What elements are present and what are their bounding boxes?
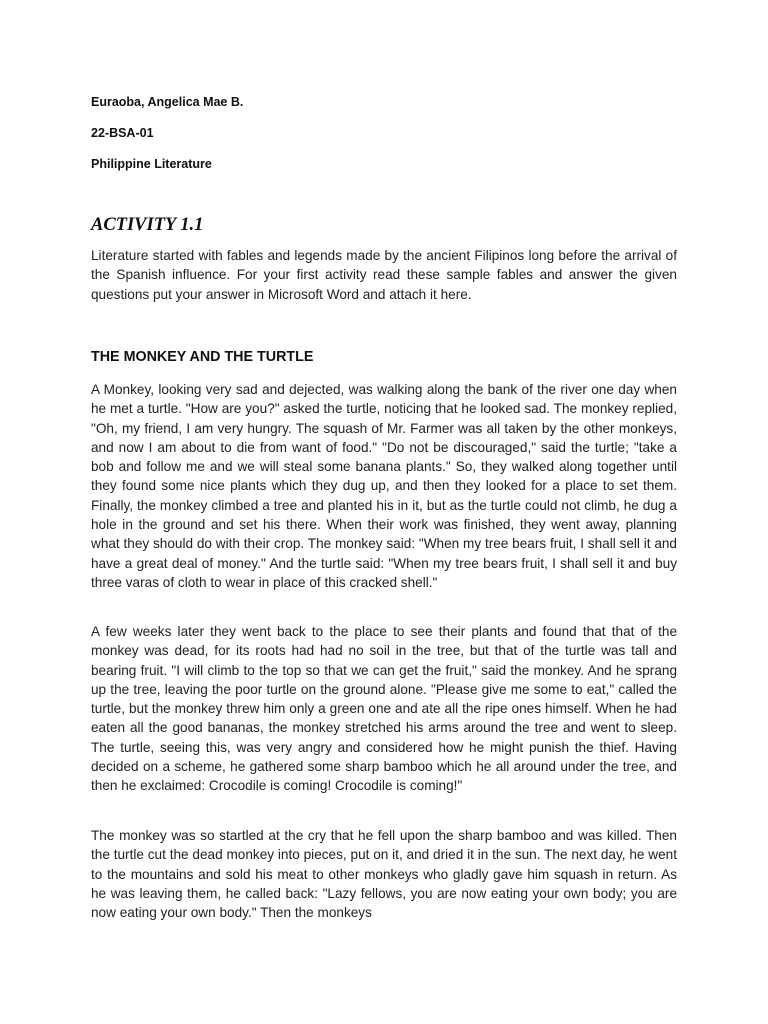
story-title: THE MONKEY AND THE TURTLE [91,349,314,365]
section-code: 22-BSA-01 [91,126,154,140]
story-paragraph-2: A few weeks later they went back to the place to see their plants and found that that of the monkey was dead, for its roots had had no soil in the tree, but that of the turtle was tall and bearing fruit. "I will climb to the top so that we can get the fruit," said the monkey. And he sprang up the tree, leaving the poor turtle on the ground alone. "Please give me some to eat," called the turtle, but the monkey threw him only a green one and ate all the ripe ones himself. When he had eaten all the good bananas, the monkey stretched his arms around the tree and went to sleep. The turtle, seeing this, was very angry and considered how he might punish the thief. Having decided on a scheme, he gathered some sharp bamboo which he all around under the tree, and then he exclaimed: Crocodile is coming! Crocodile is coming!" [91,624,677,794]
story-paragraph-3: The monkey was so startled at the cry that he fell upon the sharp bamboo and was killed. Then the turtle cut the dead monkey into pieces, put on it, and dried it in the sun. The next day, he went to the mountains and sold his meat to other monkeys who gladly gave him squash in return. As he was leaving them, he called back: "Lazy fellows, you are now eating your own body; you are now eating your own body." Then the monkeys [91,828,677,921]
intro-paragraph: Literature started with fables and legends made by the ancient Filipinos long before the arrival of the Spanish influence. For your first activity read these sample fables and answer the given questions put your answer in Microsoft Word and attach it here. [91,248,677,302]
student-name: Euraoba, Angelica Mae B. [91,95,244,109]
subject-name: Philippine Literature [91,157,212,171]
activity-title: ACTIVITY 1.1 [91,215,204,235]
story-paragraph-1: A Monkey, looking very sad and dejected, was walking along the bank of the river one day when he met a turtle. "How are you?" asked the turtle, noticing that he looked sad. The monkey replied, "Oh, my friend, I am very hungry. The squash of Mr. Farmer was all taken by the other monkeys, and now I am about to die from want of food." "Do not be discouraged," said the turtle; "take a bob and follow me and we will steal some banana plants." So, they walked along together until they found some nice plants which they dug up, and then they looked for a place to set them. Finally, the monkey climbed a tree and planted his in it, but as the turtle could not climb, he dug a hole in the ground and set his there. When their work was finished, they went away, planning what they should do with their crop. The monkey said: "When my tree bears fruit, I shall sell it and have a great deal of money." And the turtle said: "When my tree bears fruit, I shall sell it and buy three varas of cloth to wear in place of this cracked shell." [91,382,677,590]
